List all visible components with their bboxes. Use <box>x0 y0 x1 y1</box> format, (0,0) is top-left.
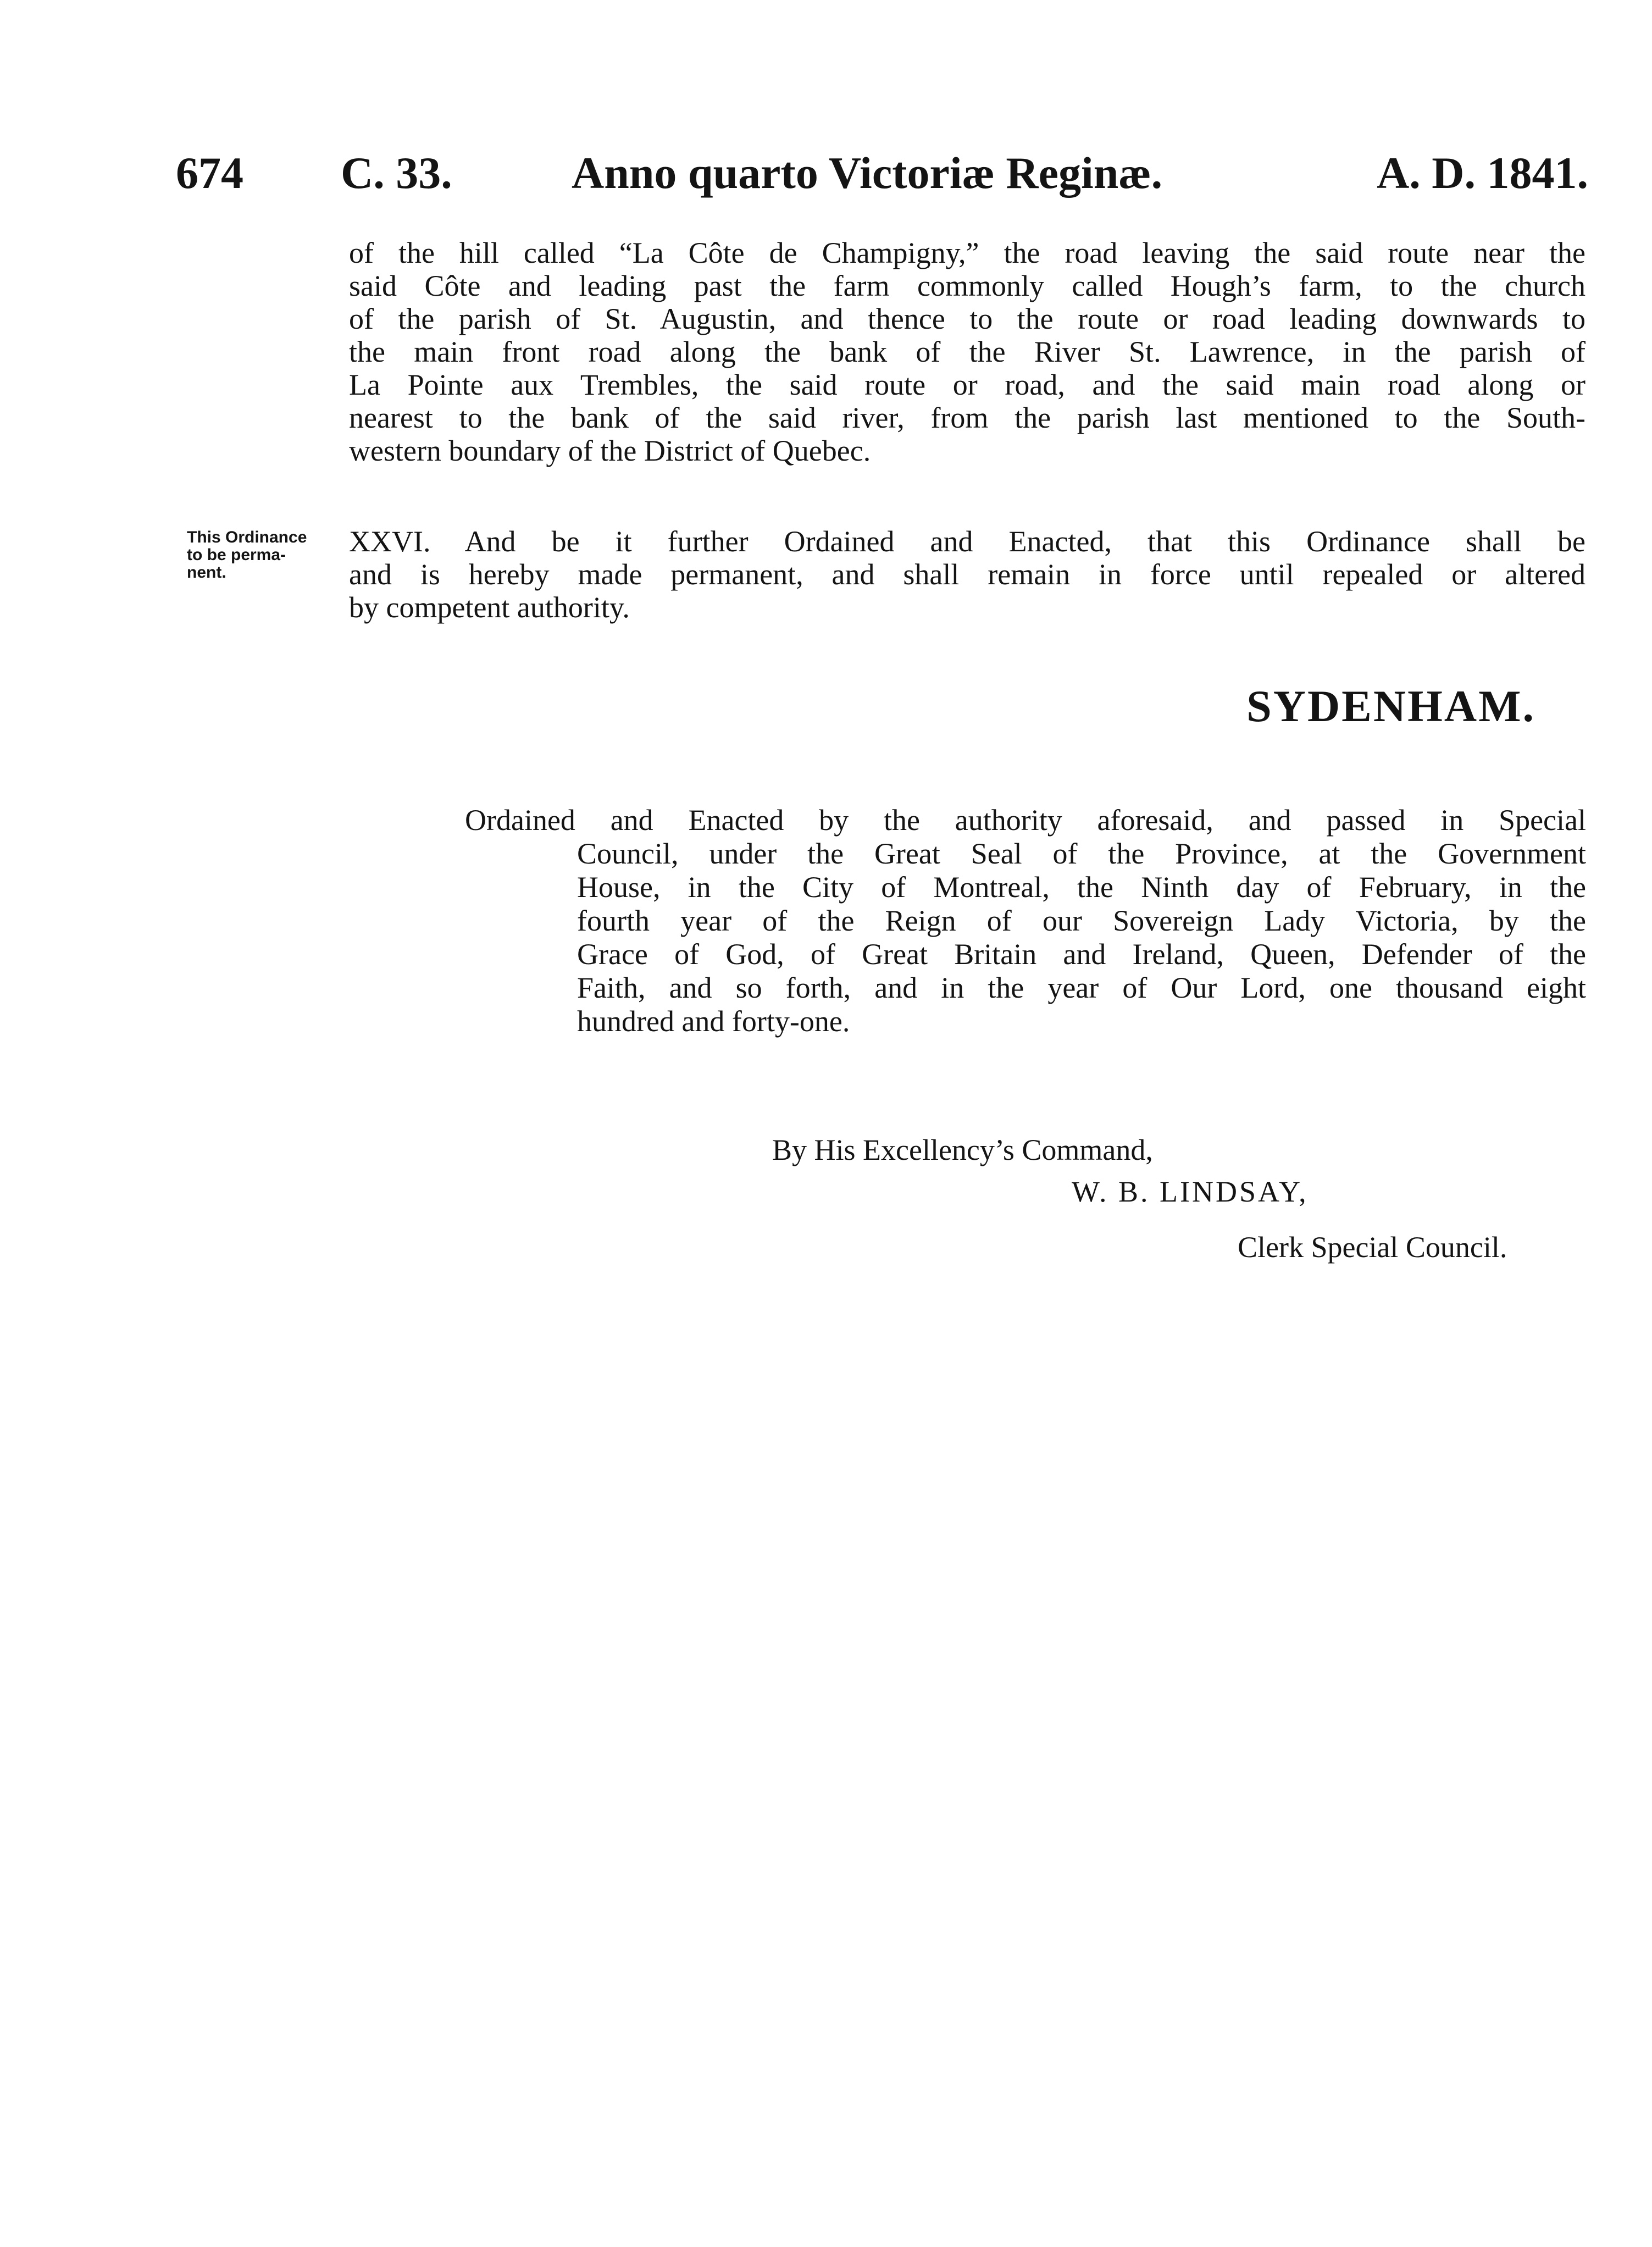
text-line: the main front road along the bank of the River St. Lawrence, in the parish of <box>349 335 1586 368</box>
text-line: La Pointe aux Trembles, the said route or road, and the said main road along or <box>349 368 1586 401</box>
margin-note-line: nent. <box>187 563 226 582</box>
paragraph-route-description <box>349 236 1586 467</box>
clerk-title: Clerk Special Council. <box>1238 1231 1507 1264</box>
text-line: nearest to the bank of the said river, from the parish last mentioned to the South- <box>349 401 1586 434</box>
text-line: and is hereby made permanent, and shall remain in force until repealed or altered <box>349 558 1586 591</box>
section-xxvi <box>349 525 1586 624</box>
text-line: western boundary of the District of Quebec. <box>349 434 871 467</box>
text-line: Faith, and so forth, and in the year of Our Lord, one thousand eight <box>577 971 1586 1004</box>
governor-signature: SYDENHAM. <box>1246 681 1535 731</box>
text-line: hundred and forty-one. <box>577 1005 850 1038</box>
running-title: Anno quarto Victoriæ Reginæ. <box>572 148 1163 198</box>
enactment-clause <box>465 804 1586 1038</box>
chapter-number: C. 33. <box>341 148 452 198</box>
clerk-name: W. B. LINDSAY, <box>1072 1175 1309 1208</box>
text-line: XXVI. And be it further Ordained and Enacted, that this Ordinance shall be <box>349 525 1586 558</box>
text-line: Council, under the Great Seal of the Province, at the Government <box>577 837 1586 870</box>
page-header <box>176 137 1588 209</box>
command-line: By His Excellency’s Command, <box>772 1133 1153 1166</box>
margin-note-line: to be perma- <box>187 546 286 564</box>
text-line: Grace of God, of Great Britain and Ireland, Queen, Defender of the <box>577 938 1586 971</box>
text-line: by competent authority. <box>349 591 630 624</box>
text-line: Ordained and Enacted by the authority aforesaid, and passed in Special <box>465 804 1586 837</box>
page-number: 674 <box>176 148 243 198</box>
margin-note <box>187 529 341 582</box>
text-line: said Côte and leading past the farm commonly called Hough’s farm, to the church <box>349 269 1586 302</box>
header-year: A. D. 1841. <box>1377 148 1588 198</box>
text-line: of the parish of St. Augustin, and thence to the route or road leading downwards to <box>349 302 1586 335</box>
text-line: of the hill called “La Côte de Champigny,” the road leaving the said route near the <box>349 236 1586 269</box>
text-line: fourth year of the Reign of our Sovereign Lady Victoria, by the <box>577 904 1586 937</box>
margin-note-line: This Ordinance <box>187 528 307 546</box>
text-line: House, in the City of Montreal, the Ninth day of February, in the <box>577 871 1586 904</box>
